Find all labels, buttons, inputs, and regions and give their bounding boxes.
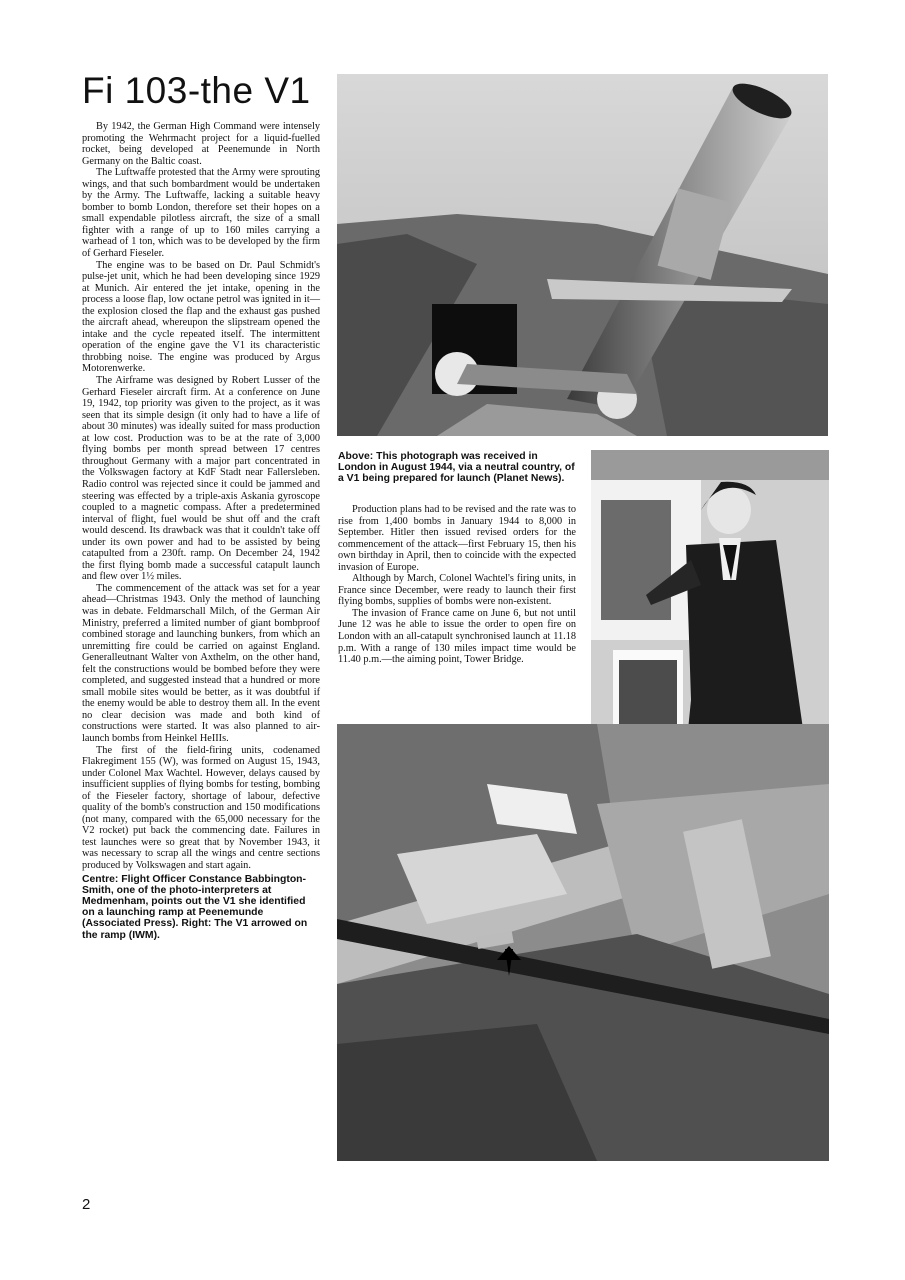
paragraph: The Airframe was designed by Robert Lusser of the Gerhard Fieseler aircraft firm. At a conference on June 19, 1942, top priority was given to the project, as it was seen that its simple design (it only had to have a life of about 30 minutes) was ideally suited for mass production at low cost. Production was to be at the rate of 3,000 flying bombs per month spread between 17 centres throughout Germany with a major part concentrated in the Volkswagen factory at KdF Stadt near Fallersleben. Radio control was rejected since it could be jammed and steering was effected by a triple-axis Askania gyroscope coupled to a magnetic compass. After a predetermined interval of flight, fuel would be shut off and the craft would descend. Its drawback was that it couldn't take off under its own power and had to be assisted by being catapulted from a 230ft. ramp. On December 24, 1942 the first flying bomb made a successful catapult launch and flew over 1½ miles. bbox=[82, 375, 320, 583]
text-column-left bbox=[82, 121, 320, 941]
paragraph: The Luftwaffe protested that the Army were sprouting wings, and that such bombardment would be undertaken by the Army. The Luftwaffe, lacking a suitable heavy bomber to bomb London, therefore set their hopes on a small expendable pilotless aircraft, the size of a small fighter with a range of up to 160 miles carrying a warhead of 1 ton, which was to be developed by the firm of Gerhard Fieseler. bbox=[82, 167, 320, 260]
paragraph: By 1942, the German High Command were intensely promoting the Wehrmacht project for a liquid-fuelled rocket, being developed at Peenemunde in North Germany on the Baltic coast. bbox=[82, 121, 320, 167]
paragraph: Although by March, Colonel Wachtel's firing units, in France since December, were ready to launch their first flying bombs, supplies of bombs were non-existent. bbox=[338, 573, 576, 608]
photo-v1-on-ramp bbox=[337, 724, 829, 1161]
photo-caption-above: Above: This photograph was received in London in August 1944, via a neutral country, of a V1 being prepared for launch (Planet News). bbox=[338, 451, 575, 485]
paragraph: The invasion of France came on June 6, but not until June 12 was he able to issue the order to open fire on London with an all-catapult synchronised launch at 11.18 p.m. With a range of 130 miles impact time would be 11.40 p.m.—the aiming point, Tower Bridge. bbox=[338, 607, 576, 666]
photo-caption-centre-right: Centre: Flight Officer Constance Babbington-Smith, one of the photo-interpreters at Medmenham, points out the V1 she identified on a launching ramp at Peenemunde (Associated Press). Right: The V1 arrowed on the ramp (IWM). bbox=[82, 873, 308, 941]
article-title: Fi 103-the V1 bbox=[82, 70, 311, 111]
paragraph: The commencement of the attack was set for a year ahead—Christmas 1943. Only the method of launching was in debate. Feldmarschall Milch, of the German Air Ministry, preferred a limited number of giant bombproof combined storage and launching bunkers, from which an unremitting fire could be carried on against England. Generalleutnant Walter von Axthelm, on the other hand, felt the constructions would be bombed before they were completed, and suggested instead that a hundred or more small mobile sites would be better, as it was doubtful if the enemy would be able to destroy them all. In the event no clear decision was made and both kind of constructions were started. It was also planned to air-launch bombs from Heinkel HeIIIs. bbox=[82, 582, 320, 744]
photo-v1-launch-preparation bbox=[337, 74, 828, 436]
page-number: 2 bbox=[82, 1196, 91, 1213]
paragraph: Production plans had to be revised and the rate was to rise from 1,400 bombs in January 1944 to 8,000 in September. Hitler then issued revised orders for the commencement of the attack—first February 15, then his own birthday in April, then to coincide with the expected invasion of Europe. bbox=[338, 504, 576, 573]
paragraph: The engine was to be based on Dr. Paul Schmidt's pulse-jet unit, which he had been developing since 1929 at Munich. Air entered the jet intake, opening in the process a loose flap, low octane petrol was ignited in it—the explosion closed the flap and the exhaust gas pushed the aircraft ahead, whereupon the slipstream opened the intake and the cycle repeated itself. The intermittent operation of the engine gave the V1 its characteristic throbbing noise. The engine was produced by Argus Motorenwerke. bbox=[82, 259, 320, 375]
paragraph: The first of the field-firing units, codenamed Flakregiment 155 (W), was formed on August 15, 1943, under Colonel Max Wachtel. However, delays caused by insufficient supplies of flying bombs for testing, bombing of the Fieseler factory, shortage of labour, defective quality of the bomb's construction and 150 modifications (not many, compared with the 65,000 necessary for the V2 rocket) put back the commencing date. Failures in test launches were so great that by November 1943, it was necessary to scrap all the wings and centre sections produced by Volkswagen and start again. bbox=[82, 744, 320, 871]
text-column-middle bbox=[338, 504, 576, 666]
